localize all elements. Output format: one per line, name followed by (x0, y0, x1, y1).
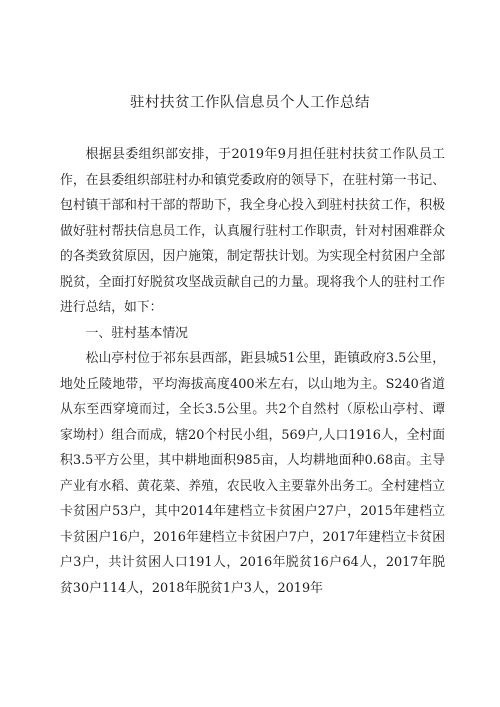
document-title: 驻村扶贫工作队信息员个人工作总结 (130, 95, 370, 111)
intro-paragraph: 根据县委组织部安排，于2019年9月担任驻村扶贫工作队员工作，在县委组织部驻村办和镇党委政府的领导下，在驻村第一书记、包村镇干部和村干部的帮助下，我全身心投入到驻村扶贫工作，积极做好驻村帮扶信息员工作，认真履行驻村工作职责，针对村困难群众的各类致贫原因，因户施策，制定帮扶计划。为实现全村贫困户全部脱贫，全面打好脱贫攻坚战贡献自己的力量。现将我个人的驻村工作进行总结，如下： (60, 147, 445, 315)
document-body (60, 142, 445, 601)
section-heading: 一、驻村基本情况 (85, 325, 188, 341)
section-paragraph: 松山亭村位于祁东县西部，距县城51公里，距镇政府3.5公里，地处丘陵地带，平均海拔高度400米左右，以山地为主。S240省道从东至西穿境而过，全长3.5公里。共2个自然村（原松山亭村、谭家坳村）组合而成，辖20个村民小组，569户,人口1916人，全村面积3.5平方公里，其中耕地面积985亩，人均耕地面种0.68亩。主导产业有水稻、黄花菜、养殖，农民收入主要靠外出务工。全村建档立卡贫困户53户，其中2014年建档立卡贫困户27户，2015年建档立卡贫困户16户，2016年建档立卡贫困户7户，2017年建档立卡贫困户3户，共计贫困人口191人，2016年脱贫16户64人，2017年脱贫30户114人，2018年脱贫1户3人，2019年 (60, 351, 445, 596)
